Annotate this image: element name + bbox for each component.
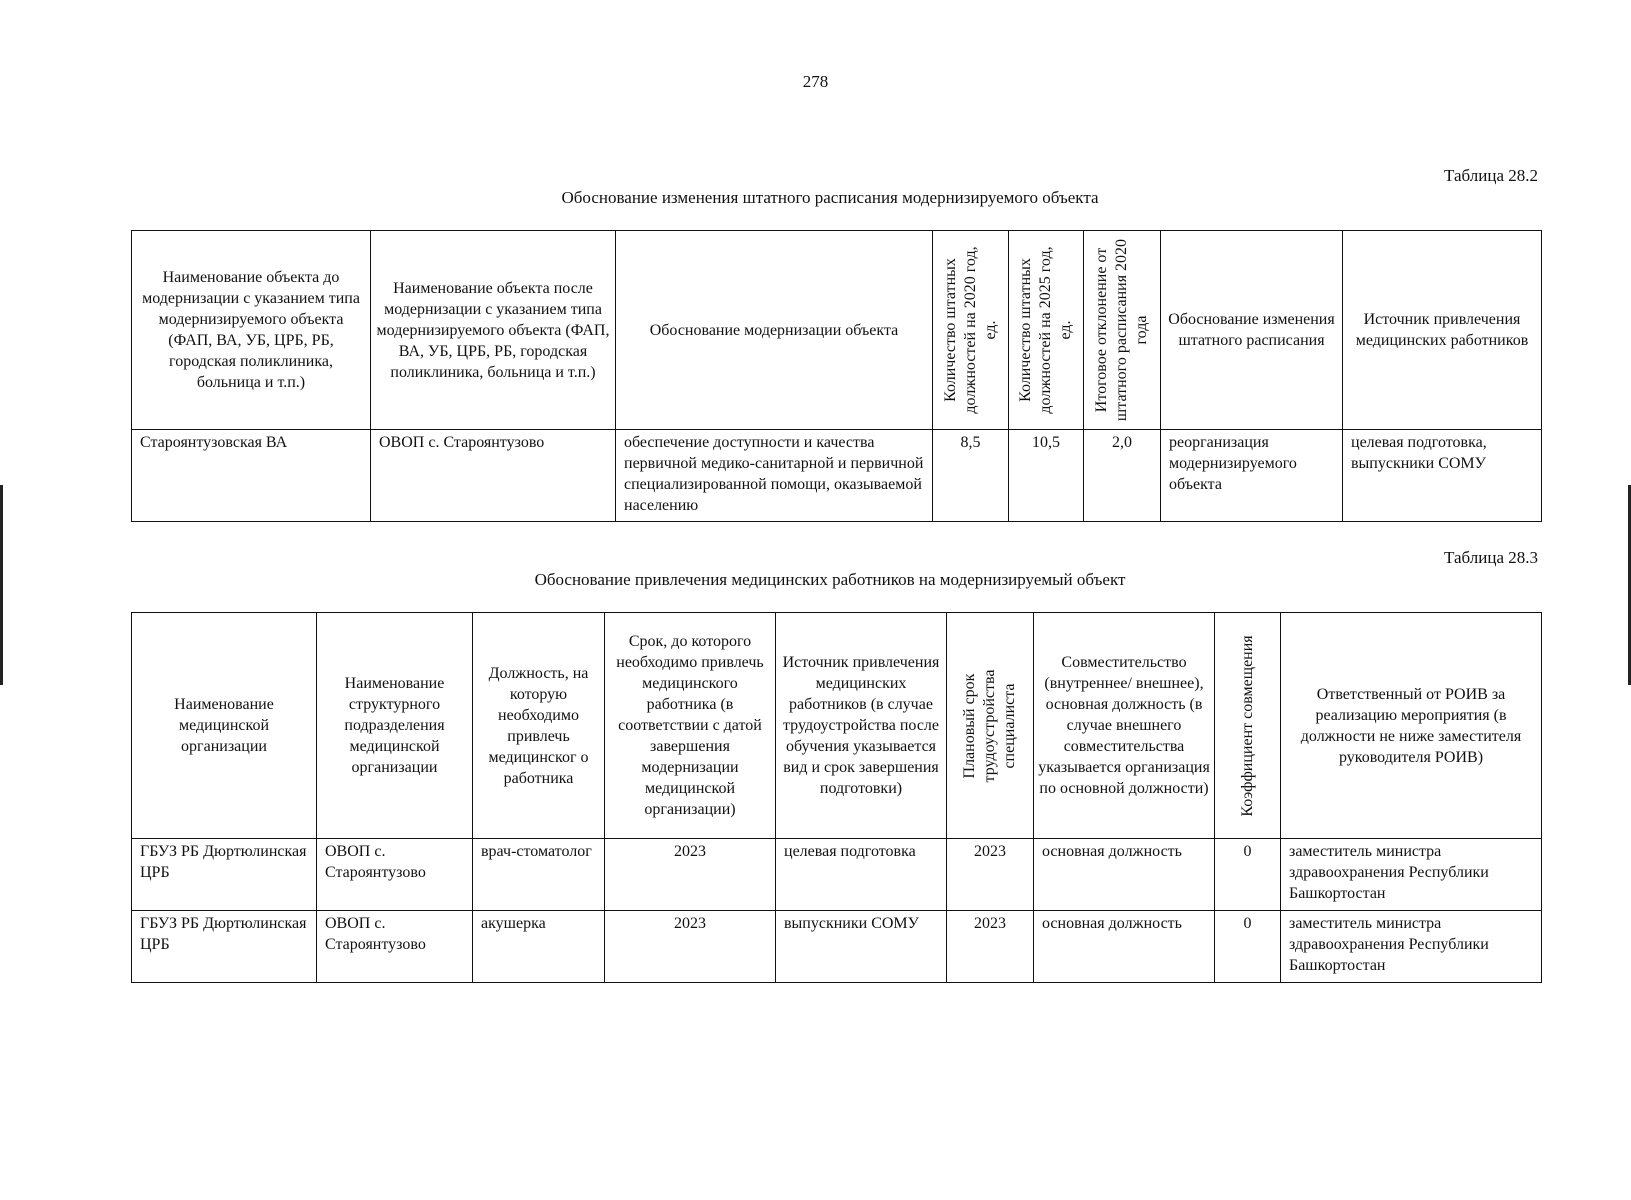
table-cell: 0 bbox=[1215, 911, 1281, 983]
table-cell: целевая подготовка, выпускники СОМУ bbox=[1343, 430, 1542, 522]
table-cell: реорганизация модернизируемого объекта bbox=[1161, 430, 1343, 522]
table2-header-cell: Ответственный от РОИВ за реализацию мероприятия (в должности не ниже заместителя руководителя РОИВ) bbox=[1281, 613, 1542, 839]
table2-label: Таблица 28.3 bbox=[1444, 548, 1538, 567]
table-cell: 2023 bbox=[605, 911, 776, 983]
table1-header-cell-vertical bbox=[1084, 231, 1161, 430]
table2-header-cell: Источник привлечения медицинских работников (в случае трудоустройства после обучения указывается вид и срок завершения подготовки) bbox=[776, 613, 947, 839]
table-row bbox=[132, 839, 1542, 911]
table-cell: ГБУЗ РБ Дюртюлинская ЦРБ bbox=[132, 911, 317, 983]
table-cell: 10,5 bbox=[1009, 430, 1084, 522]
table-cell: заместитель министра здравоохранения Республики Башкортостан bbox=[1281, 911, 1542, 983]
table1-title: Обоснование изменения штатного расписания модернизируемого объекта bbox=[561, 188, 1099, 207]
table1-label: Таблица 28.2 bbox=[1444, 166, 1538, 185]
table-cell: основная должность bbox=[1034, 839, 1215, 911]
table-cell: целевая подготовка bbox=[776, 839, 947, 911]
table-cell: Староянтузовская ВА bbox=[132, 430, 371, 522]
table1-header-cell: Обоснование изменения штатного расписания bbox=[1161, 231, 1343, 430]
table-cell: акушерка bbox=[473, 911, 605, 983]
table-cell: ОВОП с. Староянтузово bbox=[317, 911, 473, 983]
table-cell: ОВОП с. Староянтузово bbox=[371, 430, 616, 522]
table2-header-cell: Должность, на которую необходимо привлечь медицинског о работника bbox=[473, 613, 605, 839]
table-cell: врач-стоматолог bbox=[473, 839, 605, 911]
table-row bbox=[132, 430, 1542, 522]
table1-header-cell-vertical bbox=[933, 231, 1009, 430]
table-cell: основная должность bbox=[1034, 911, 1215, 983]
table-cell: 2023 bbox=[947, 911, 1034, 983]
table-cell: 8,5 bbox=[933, 430, 1009, 522]
table1-header-cell: Обоснование модернизации объекта bbox=[616, 231, 933, 430]
table-cell: 0 bbox=[1215, 839, 1281, 911]
table2-header-cell: Совместительство (внутреннее/ внешнее), основная должность (в случае внешнего совместительства указывается организация по основной должности) bbox=[1034, 613, 1215, 839]
table1-header-cell: Источник привлечения медицинских работников bbox=[1343, 231, 1542, 430]
table2-header-cell: Наименование структурного подразделения медицинской организации bbox=[317, 613, 473, 839]
page-number: 278 bbox=[802, 72, 829, 91]
table2-header-row bbox=[132, 613, 1542, 839]
table-cell: 2,0 bbox=[1084, 430, 1161, 522]
table2-header-cell: Наименование медицинской организации bbox=[132, 613, 317, 839]
table1-header-vertical-text: Итоговое отклонение от штатного расписания 2020 года bbox=[1093, 238, 1150, 422]
table-cell: обеспечение доступности и качества первичной медико-санитарной и первичной специализированной помощи, оказываемой населению bbox=[616, 430, 933, 522]
table1-header-vertical-text: Количество штатных должностей на 2020 год, ед. bbox=[941, 246, 999, 414]
table1-header-row bbox=[132, 231, 1542, 430]
table2 bbox=[131, 612, 1542, 983]
table1-header-cell-vertical bbox=[1009, 231, 1084, 430]
table-row bbox=[132, 911, 1542, 983]
table2-header-cell-vertical bbox=[1215, 613, 1281, 839]
table-cell: выпускники СОМУ bbox=[776, 911, 947, 983]
table1-header-vertical-text: Количество штатных должностей на 2025 год, ед. bbox=[1017, 246, 1074, 414]
left-margin-mark bbox=[0, 485, 3, 685]
table1-header-cell: Наименование объекта после модернизации с указанием типа модернизируемого объекта (ФАП, ВА, УБ, ЦРБ, РБ, городская поликлиника, больница и т.п.) bbox=[371, 231, 616, 430]
table-cell: заместитель министра здравоохранения Республики Башкортостан bbox=[1281, 839, 1542, 911]
table2-header-vertical-text: Плановый срок трудоустройства специалиста bbox=[961, 669, 1018, 782]
table-cell: 2023 bbox=[605, 839, 776, 911]
table1 bbox=[131, 230, 1542, 522]
table2-header-cell: Срок, до которого необходимо привлечь медицинского работника (в соответствии с датой завершения модернизации медицинской организации) bbox=[605, 613, 776, 839]
table1-header-cell: Наименование объекта до модернизации с указанием типа модернизируемого объекта (ФАП, ВА, УБ, ЦРБ, РБ, городская поликлиника, больница и т.п.) bbox=[132, 231, 371, 430]
table-cell: ОВОП с. Староянтузово bbox=[317, 839, 473, 911]
table-cell: 2023 bbox=[947, 839, 1034, 911]
table-cell: ГБУЗ РБ Дюртюлинская ЦРБ bbox=[132, 839, 317, 911]
table2-title: Обоснование привлечения медицинских работников на модернизируемый объект bbox=[534, 570, 1126, 589]
table2-header-cell-vertical bbox=[947, 613, 1034, 839]
table2-header-vertical-text: Коэффициент совмещения bbox=[1238, 634, 1256, 817]
